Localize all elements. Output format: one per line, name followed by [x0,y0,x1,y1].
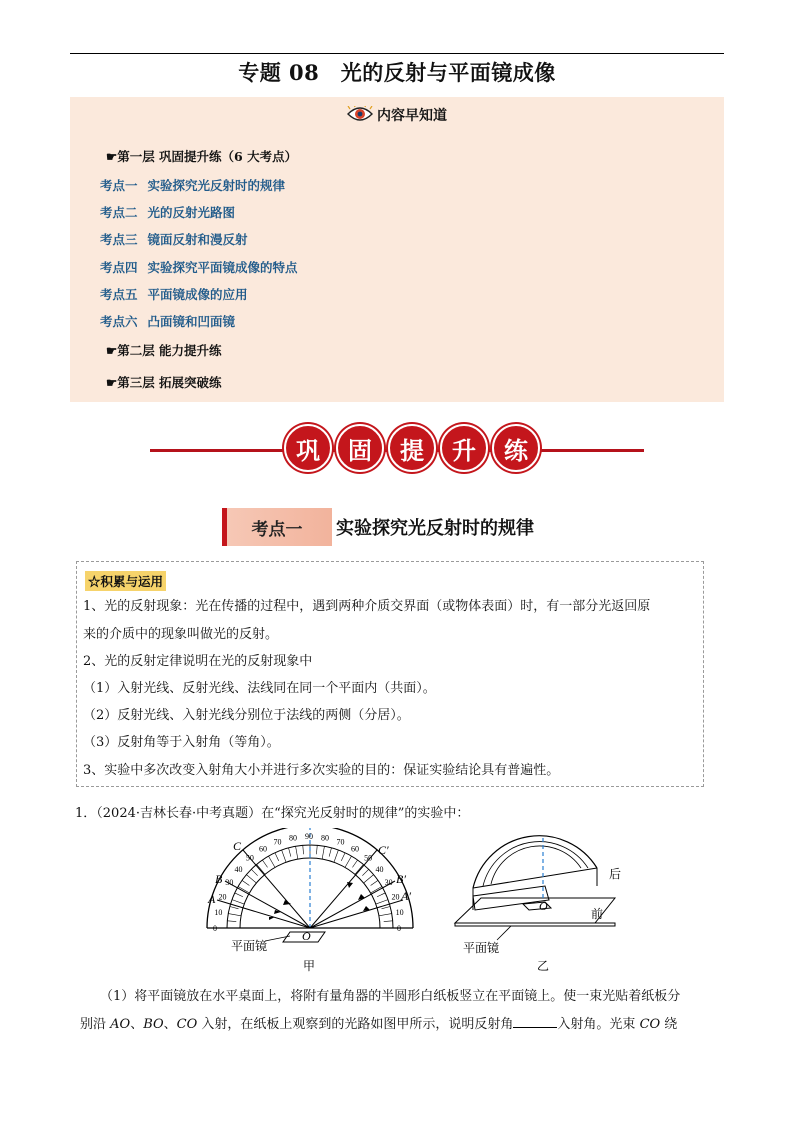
protractor-tick-label: 40 [234,864,243,874]
svg-text:A′: A′ [401,889,411,903]
protractor-tick-label: 20 [218,892,227,902]
svg-text:B′: B′ [396,872,406,886]
svg-text:平面镜: 平面镜 [231,939,268,953]
toc-point-1[interactable]: 考点一 实验探究光反射时的规律 [100,178,286,193]
banner-char: 提 [388,424,436,472]
protractor-tick-label: 0 [213,924,217,933]
knowledge-line: 2、光的反射定律说明在光的反射现象中 [83,654,313,669]
svg-text:A: A [208,892,216,906]
protractor-tick-label: 60 [259,844,267,854]
protractor-tick-label: 80 [320,833,329,843]
toc-point-3[interactable]: 考点三 镜面反射和漫反射 [100,232,248,247]
banner-char: 巩 [284,424,332,472]
knowledge-line: 来的介质中的现象叫做光的反射。 [83,627,279,642]
svg-text:乙: 乙 [537,959,550,973]
protractor-tick-label: 40 [375,864,384,874]
protractor-tick-label: 70 [336,837,345,847]
toc-layer-1[interactable]: ☛第一层 巩固提升练（6 大考点） [106,149,298,164]
svg-text:B: B [215,872,223,886]
banner-char: 练 [492,424,540,472]
question-stem: 1．（2024·吉林长春·中考真题）在“探究光反射时的规律”的实验中： [75,806,470,821]
protractor-tick-label: 0 [397,924,401,933]
toc-layer-3[interactable]: ☛第三层 拓展突破练 [106,375,222,390]
protractor-tick-label: 20 [391,892,400,902]
question-part1-line1: （1）将平面镜放在水平桌面上，将附有量角器的半圆形白纸板竖立在平面镜上。使一束光贴着纸板分 [100,989,681,1004]
kaodian-tag: 考点一 [222,508,332,546]
svg-text:后: 后 [609,867,622,881]
toc-point-4[interactable]: 考点四 实验探究平面镜成像的特点 [100,260,298,275]
protractor-tick-label: 50 [245,853,254,863]
section-banner [150,424,644,474]
svg-text:C: C [233,839,242,853]
knowledge-line: 3、实验中多次改变入射角大小并进行多次实验的目的：保证实验结论具有普遍性。 [83,763,560,778]
knowledge-title: ☆积累与运用 [85,571,166,591]
protractor-tick-label: 50 [364,853,373,863]
protractor-tick-label: 10 [214,908,223,918]
protractor-tick-label: 60 [351,844,359,854]
protractor-tick-label: 10 [395,908,404,918]
toc-heading [70,105,724,126]
banner-char: 升 [440,424,488,472]
knowledge-line: （1）入射光线、反射光线、法线同在同一个平面内（共面）。 [83,681,436,696]
svg-text:前: 前 [591,907,604,921]
protractor-tick-label: 30 [384,878,393,887]
page-title: 专题 08 光的反射与平面镜成像 [238,60,556,85]
toc-point-5[interactable]: 考点五 平面镜成像的应用 [100,287,248,302]
knowledge-line: （2）反射光线、入射光线分别位于法线的两侧（分居）。 [83,708,410,723]
table-of-contents [70,97,724,402]
toc-point-6[interactable]: 考点六 凸面镜和凹面镜 [100,314,236,329]
experiment-figure [205,828,635,982]
svg-text:O: O [539,899,548,913]
knowledge-line: （3）反射角等于入射角（等角）。 [83,735,280,750]
toc-layer-2[interactable]: ☛第二层 能力提升练 [106,343,222,358]
toc-heading-text: 内容早知道 [377,108,447,124]
question-part1-line2: 别沿 AO、BO、CO 入射，在纸板上观察到的光路如图甲所示，说明反射角 入射角。光束 CO 绕 [80,1017,678,1032]
answer-blank[interactable] [513,1015,557,1028]
header-rule [70,53,724,54]
kaodian-title: 实验探究光反射时的规律 [336,518,534,539]
svg-text:O: O [302,929,311,943]
protractor-tick-label: 80 [289,833,298,843]
protractor-tick-label: 70 [273,837,282,847]
svg-text:平面镜: 平面镜 [463,941,500,955]
protractor-tick-label: 30 [225,878,234,887]
svg-text:甲: 甲 [303,959,316,973]
svg-text:C′: C′ [378,843,389,857]
banner-char: 固 [336,424,384,472]
toc-point-2[interactable]: 考点二 光的反射光路图 [100,205,236,220]
knowledge-line: 1、光的反射现象：光在传播的过程中，遇到两种介质交界面（或物体表面）时，有一部分光返回原 [83,599,651,614]
eye-icon [347,106,373,126]
protractor-tick-label: 90 [305,832,313,841]
knowledge-box [76,561,704,787]
